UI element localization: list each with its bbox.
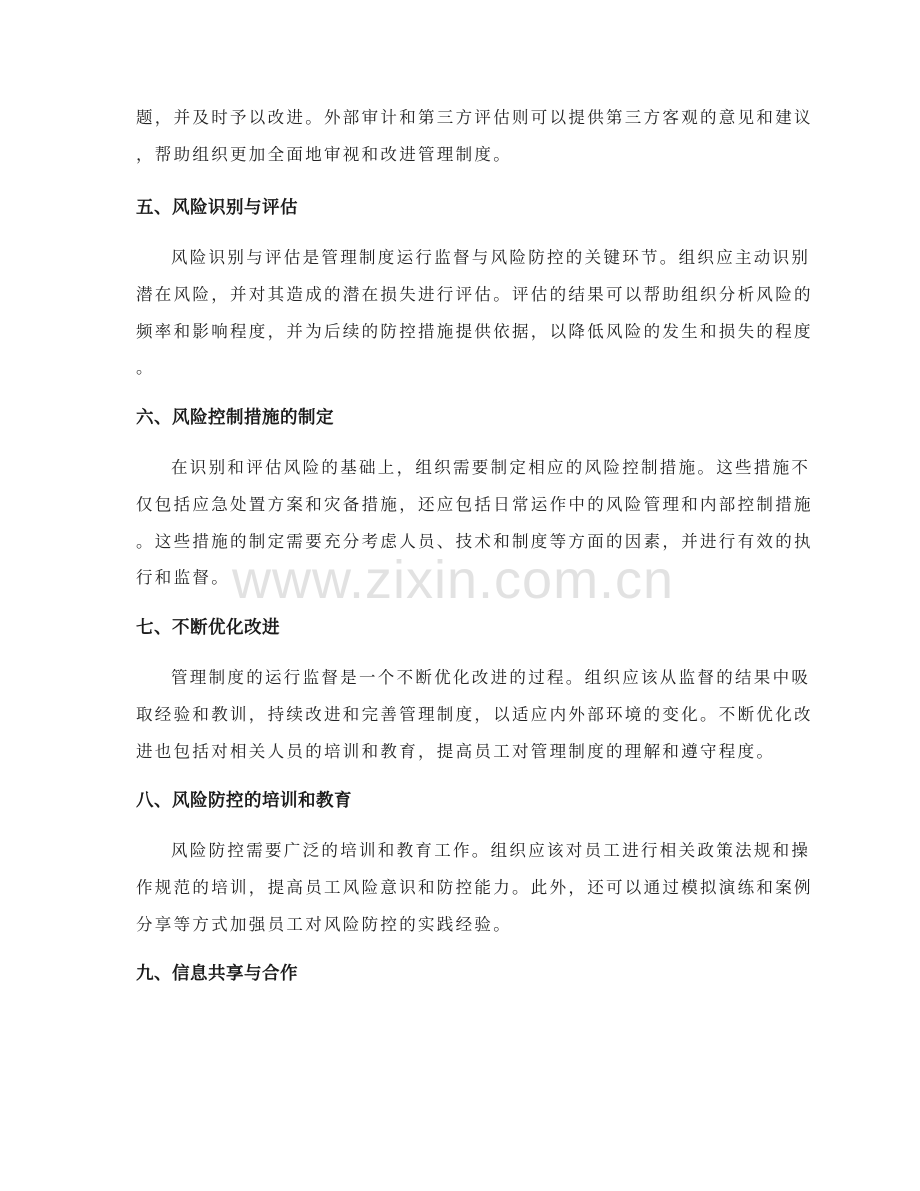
paragraph-line: 管理制度的运行监督是一个不断优化改进的过程。组织应该从监督的结果中吸 (171, 668, 811, 687)
paragraph-line: 在识别和评估风险的基础上，组织需要制定相应的风险控制措施。这些措施不 (171, 458, 811, 477)
section-heading: 八、风险防控的培训和教育 (136, 791, 352, 811)
paragraph-line: 作规范的培训，提高员工风险意识和防控能力。此外，还可以通过模拟演练和案例 (136, 878, 813, 897)
watermark: www.zixin.com.cn (232, 550, 675, 610)
paragraph-line: 潜在风险，并对其造成的潜在损失进行评估。评估的结果可以帮助组织分析风险的 (136, 285, 813, 304)
paragraph-line: 。 (136, 358, 155, 377)
section-heading: 六、风险控制措施的制定 (136, 408, 334, 428)
section-heading: 五、风险识别与评估 (136, 198, 298, 218)
paragraph-line: 频率和影响程度，并为后续的防控措施提供依据，以降低风险的发生和损失的程度 (136, 322, 813, 341)
paragraph-line: 分享等方式加强员工对风险防控的实践经验。 (136, 915, 512, 934)
paragraph-line: 行和监督。 (136, 568, 230, 587)
paragraph-line: 仅包括应急处置方案和灾备措施，还应包括日常运作中的风险管理和内部控制措施 (136, 495, 813, 514)
paragraph-line: 风险防控需要广泛的培训和教育工作。组织应该对员工进行相关政策法规和操 (171, 841, 811, 860)
intro-line: 题，并及时予以改进。外部审计和第三方评估则可以提供第三方客观的意见和建议 (136, 108, 813, 127)
paragraph-line: 取经验和教训，持续改进和完善管理制度，以适应内外部环境的变化。不断优化改 (136, 705, 813, 724)
paragraph-line: 。这些措施的制定需要充分考虑人员、技术和制度等方面的因素，并进行有效的执 (136, 532, 813, 551)
paragraph-line: 进也包括对相关人员的培训和教育，提高员工对管理制度的理解和遵守程度。 (136, 742, 776, 761)
paragraph-line: 风险识别与评估是管理制度运行监督与风险防控的关键环节。组织应主动识别 (171, 248, 811, 267)
section-heading: 七、不断优化改进 (136, 618, 280, 638)
section-heading: 九、信息共享与合作 (136, 964, 298, 984)
intro-line: ，帮助组织更加全面地审视和改进管理制度。 (136, 145, 512, 164)
